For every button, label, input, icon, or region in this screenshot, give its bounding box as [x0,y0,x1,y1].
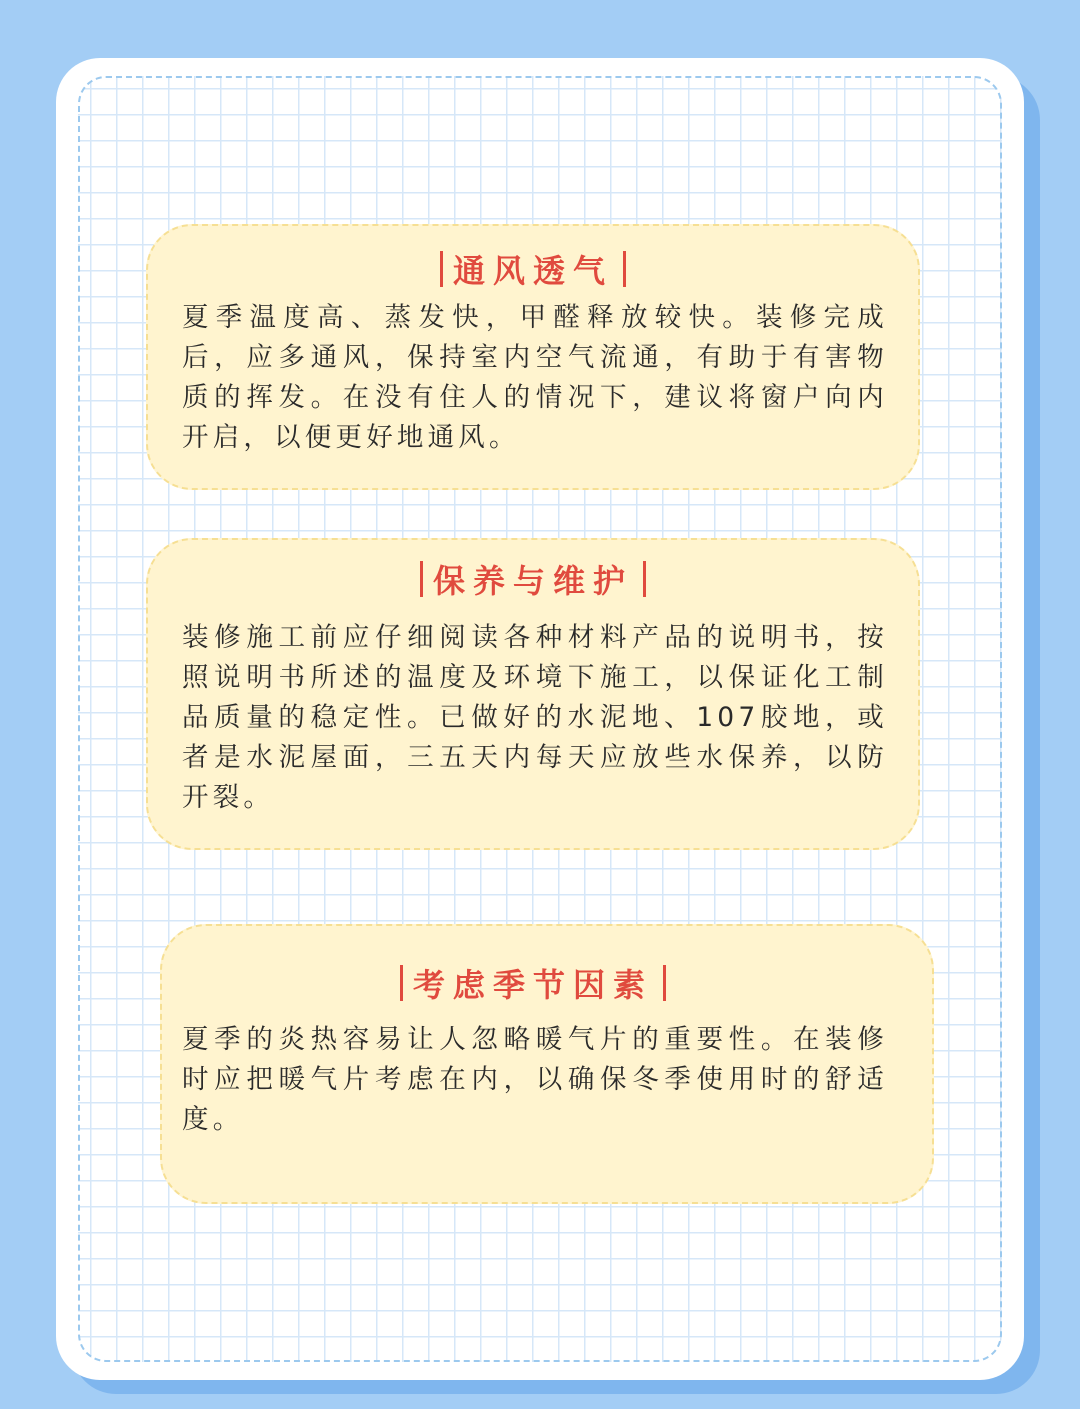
title-bar-left [420,561,423,597]
section-title-text: 保养与维护 [432,562,633,600]
section-title-text: 考虑季节因素 [412,966,653,1004]
section-body-text: 夏季的炎热容易让人忽略暖气片的重要性。在装修时应把暖气片考虑在内，以确保冬季使用时的舒适度。 [182,1024,888,1135]
section-title [148,556,918,602]
title-bar-left [400,965,403,1001]
title-bar-right [623,251,626,287]
title-bar-right [643,561,646,597]
title-bar-right [663,965,666,1001]
section-card-ventilation [146,224,920,490]
section-title [148,246,918,292]
section-card-seasonal [160,924,934,1204]
section-body-text: 夏季温度高、蒸发快，甲醛释放较快。装修完成后，应多通风，保持室内空气流通，有助于有害物质的挥发。在没有住人的情况下，建议将窗户向内开启，以便更好地通风。 [182,302,888,453]
section-title-text: 通风透气 [452,252,613,290]
title-bar-left [440,251,443,287]
section-body-text: 装修施工前应仔细阅读各种材料产品的说明书，按照说明书所述的温度及环境下施工，以保证化工制品质量的稳定性。已做好的水泥地、107胶地，或者是水泥屋面，三五天内每天应放些水保养，以防开裂。 [182,622,888,813]
section-card-maintenance [146,538,920,850]
section-title [148,960,918,1006]
